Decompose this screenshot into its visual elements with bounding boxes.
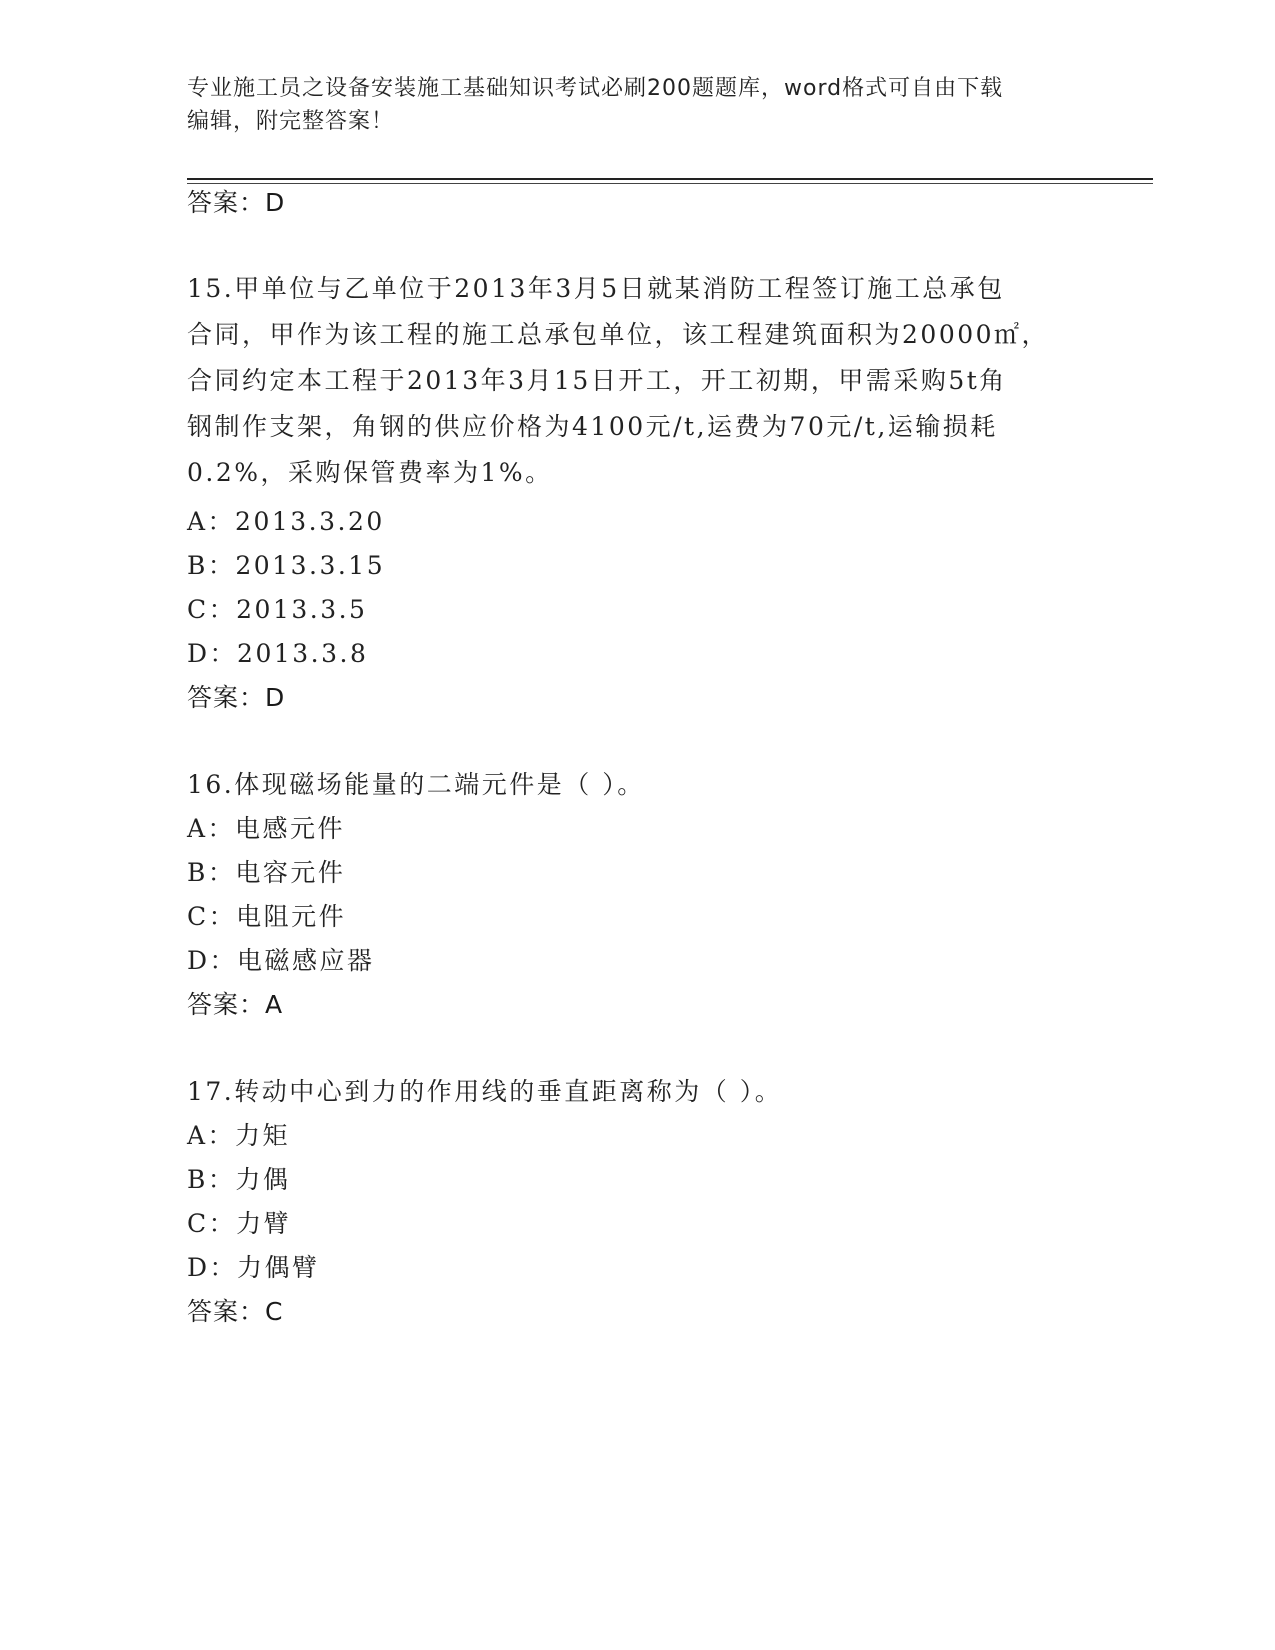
q17-answer: 答案：C xyxy=(187,1297,284,1326)
header-divider-thin xyxy=(187,183,1153,184)
question-line: 钢制作支架，角钢的供应价格为4100元/t,运费为70元/t,运输损耗 xyxy=(187,412,998,441)
q15-option-d: D：2013.3.8 xyxy=(187,639,369,668)
q15-option-b: B：2013.3.15 xyxy=(187,551,386,580)
question-line: 合同，甲作为该工程的施工总承包单位，该工程建筑面积为20000㎡， xyxy=(187,320,1050,349)
q17-option-c: C：力臂 xyxy=(187,1209,292,1238)
q17-option-b: B：力偶 xyxy=(187,1165,291,1194)
header-line-1: 专业施工员之设备安装施工基础知识考试必刷200题题库，word格式可自由下载 xyxy=(187,76,1004,101)
q15-option-a: A：2013.3.20 xyxy=(187,507,385,536)
q16-option-a: A：电感元件 xyxy=(187,814,346,843)
question-16: 16.体现磁场能量的二端元件是（ ）。 xyxy=(187,770,645,799)
answer-previous: 答案：D xyxy=(187,188,286,217)
question-line: 合同约定本工程于2013年3月15日开工，开工初期，甲需采购5t角 xyxy=(187,366,1007,395)
q15-option-c: C：2013.3.5 xyxy=(187,595,368,624)
q16-option-d: D：电磁感应器 xyxy=(187,946,375,975)
q16-option-b: B：电容元件 xyxy=(187,858,346,887)
question-line: 15.甲单位与乙单位于2013年3月5日就某消防工程签订施工总承包 xyxy=(187,274,1005,303)
question-15 xyxy=(187,266,1067,496)
q16-option-c: C：电阻元件 xyxy=(187,902,347,931)
q15-answer: 答案：D xyxy=(187,683,286,712)
q17-option-a: A：力矩 xyxy=(187,1121,291,1150)
q16-answer: 答案：A xyxy=(187,990,284,1019)
q17-option-d: D：力偶臂 xyxy=(187,1253,320,1282)
header-line-2: 编辑，附完整答案！ xyxy=(187,109,395,134)
question-line: 0.2%，采购保管费率为1%。 xyxy=(187,458,553,487)
document-header xyxy=(187,72,1067,138)
question-17: 17.转动中心到力的作用线的垂直距离称为（ ）。 xyxy=(187,1077,783,1106)
header-divider-thick xyxy=(187,178,1153,180)
